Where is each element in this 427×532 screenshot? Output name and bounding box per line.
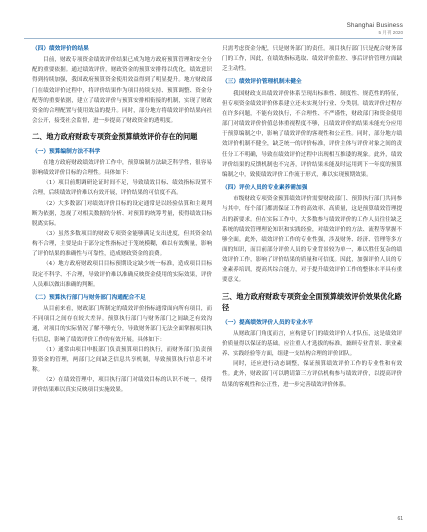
body-paragraph: 我国财政支出绩效评价体系呈现出标准性、制度性、规范性的特征，但专项资金绩效评价体系建立还未实现分行业、分类别。绩效评价过程存在许多问题，不能有效执行，不合理性、不严谨性，财政部门和资金使用部门对绩效评价价值总体重视程度不够，且绩效评价的结果未能充分应用于预算编制之中，影响了绩效评价的客观性和公正性。同时，部分地方绩效评价机制不健全，缺乏统一的评价标准，评价主体与评价对象之间的责任分工不明确，导致在绩效评价过程中出现相互推诿的现象。此外，绩效评价结果的反馈机制也不完善，评价结果未能及时运用到下一年度的预算编制之中，致使绩效评价工作流于形式，难以实现预期效果。 [222,90,402,178]
list-item: （1）通常由项目申报部门负责预算项目的执行，而财务部门负责预算资金的管理，两部门之间缺乏信息共享机制，导致预算执行信息不对称。 [32,346,212,374]
subsection-heading: （四）评价人员的专业素养需加强 [222,185,308,192]
section-title: 二、地方政府财政专项资金预算绩效评价存在的问题 [32,132,198,142]
list-item: （2）在绩效管理中，项目执行部门对绩效目标的认识不统一，使得评价结果难以真实反映项目实施效果。 [32,377,212,394]
running-header [347,22,403,36]
list-item: （4）地方政府财政项目目标预期设定缺少统一标准，造成项目目标设定不科学、不合理，导致评价难以准确反映资金使用的实际效果，评价人员难以做出准确的判断。 [32,261,212,288]
magazine-title: Shanghai Business [346,22,403,29]
list-item: （1）项目前期调研论证时间不足，导致绩效目标、绩效指标设置不合理，后续绩效评价难以有效开展，评价结果的可信度不高。 [32,180,212,197]
body-paragraph: 从财政部门角度而言，应构建专门的绩效评价人才队伍，这是绩效评价质量得以保证的基础。应注重人才选拔的标准，兼顾专业背景、职业素养、实践经验等方面，组建一支结构合理的评价团队。 [222,330,402,358]
page-number: 61 [397,516,403,522]
subsection-heading: （一）预算编制方法不科学 [32,148,101,155]
section-title: 三、地方政府财政专项资金全面预算绩效评价效果优化路径 [222,291,402,313]
left-column [32,44,212,396]
header-divider [24,38,403,39]
list-item: （3）虽然多数项目的财政专项资金能够满足支出进度，但其资金结构不合理，主要是由于部分定性指标过于笼统模糊，难以有效衡量，影响了评价结果的准确性与可靠性，造成财政资金的浪费。 [32,231,212,258]
subsection-heading: （三）绩效评价管理机制未健全 [222,79,302,86]
body-paragraph: 同时，还应进行动态调整，保证预算绩效评价工作的专业性和有效性。此外，财政部门可以聘请第三方评估机构参与绩效评价，以提高评价结果的客观性和公正性，进一步完善绩效评价体系。 [222,361,402,388]
list-item: （2）大多数部门对绩效评价目标的设定通常是以经验估算和主观判断为依据，忽视了对相关数据的分析、对预算的统筹考量，使得绩效目标脱离实际。 [32,200,212,227]
right-column [222,44,402,390]
body-paragraph: 只需考虑资金分配，只是财务部门的责任。项目执行部门只是配合财务部门的工作，因此，在绩效指标选取、绩效评价监控、事后评价管理方面缺乏主动性。 [222,46,402,73]
body-paragraph: 从目前来看，财政部门所制定的绩效评价指标通常面向所有项目，而不同项目之间存在较大差异。预算执行部门与财务部门之间缺乏有效沟通，对项目的实际情况了解不够充分，导致财务部门无法全面掌握项目执行信息，影响了绩效评价工作的有效开展。具体如下： [32,306,212,343]
body-paragraph: 在地方政府财政绩效评价工作中，预算编制方法缺乏科学性，很容易影响绩效评价目标的合理性。具体如下： [32,159,212,177]
subsection-heading: （四）绩效评价的结果 [32,46,89,52]
magazine-issue: 5 月刊 2020 [378,30,403,35]
subsection-heading: （二）预算执行部门与财务部门沟通配合不足 [32,294,146,301]
body-paragraph: 市级财政专项资金预算绩效评价需要财政部门、预算执行部门共同参与其中，每个部门都需保证工作的高效率、高质量，这是预算绩效管理提出的新要求。但在实际工作中，大多数参与绩效评价的工作人员往往缺乏系统的绩效管理理论知识和实践经验，对绩效评价的方法、流程等掌握不够全面。此外，绩效评价工作的专业性强，涉及财务、经济、管理等多方面的知识，而目前部分评价人员的专业背景较为单一，难以胜任复杂的绩效评价工作，影响了评价结果的质量和可信度。因此，加强评价人员的专业素养培训，提高其综合能力，对于提升绩效评价工作的整体水平具有重要意义。 [222,196,402,284]
body-paragraph: 目前，财政专项资金绩效评价结果已成为地方政府预算管理和安全分配的重要依据。通过绩效评价，财政资金的预算安排得以优化，绩效意识得到持续加强，我国政府预算资金使用效益得到了明显提升。地方财政部门在绩效评价过程中，将评价结果作为项目持续支持、预算调整、资金分配等的重要依据，建立了绩效评价与预算安排相衔接的机制，实现了财政资金的合理配置与使用效益的提升。同时，部分地方将绩效评价结果向社会公开，接受社会监督，进一步提高了财政资金的透明度。 [32,57,212,125]
subsection-heading: （一）提高绩效评价人员的专业水平 [222,319,313,326]
